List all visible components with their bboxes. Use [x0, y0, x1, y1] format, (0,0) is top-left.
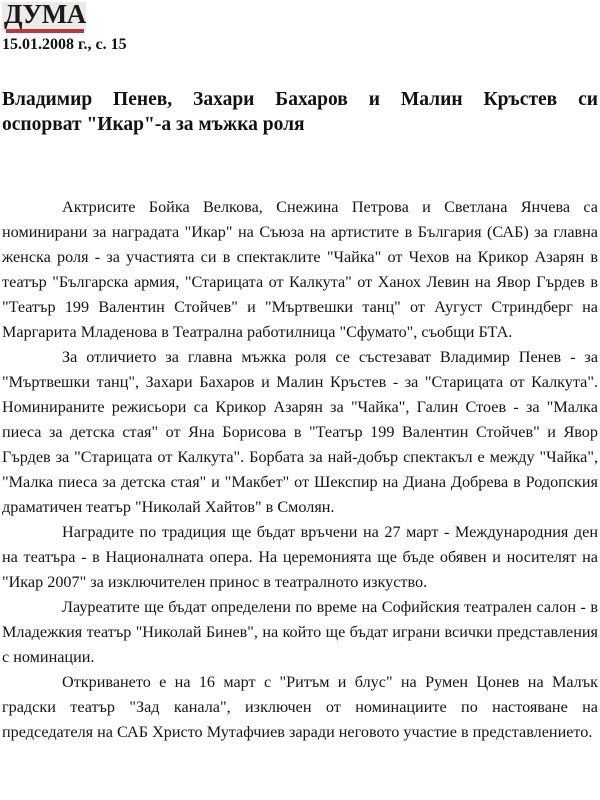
dateline: 15.01.2008 г., с. 15: [2, 36, 127, 53]
article-body: [2, 195, 598, 745]
paragraph-4: Лауреатите ще бъдат определени по време на Софийския театрален салон - в Младежкия театър "Николай Бинев", на който ще бъдат играни всички представления с номинации.: [2, 598, 598, 666]
paragraph-2: За отличието за главна мъжка роля се състезават Владимир Пенев - за "Мъртвешки танц", Захари Бахаров и Малин Кръстев - за "Старицата от Калкута". Номинираните режисьори са Крикор Азарян за "Чайка", Галин Стоев - за "Малка пиеса за детска стая" от Яна Борисова в "Театър 199 Валентин Стойчев" и Явор Гърдев за "Старицата от Калкута". Борбата за най-добър спектакъл е между "Чайка", "Малка пиеса за детска стая" и "Макбет" от Шекспир на Диана Добрева в Родопския драматичен театър "Николай Хайтов" в Смолян.: [2, 348, 598, 516]
article-headline: [2, 87, 598, 137]
logo-text: ДУМА: [4, 0, 86, 29]
paragraph-1: Актрисите Бойка Велкова, Снежина Петрова и Светлана Янчева са номинирани за наградата "Икар" на Съюза на артистите в България (САБ) за главна женска роля - за участията си в спектаклите "Чайка" от Чехов на Крикор Азарян в театър "Българска армия, "Старицата от Калкута" от Ханох Левин на Явор Гърдев в "Театър 199 Валентин Стойчев" и "Мъртвешки танц" от Аугуст Стриндберг на Маргарита Младенова в Театрална работилница "Сфумато", съобщи БТА.: [2, 198, 598, 341]
paragraph-5: Откриването е на 16 март с "Ритъм и блус" на Румен Цонев на Малък градски театър "Зад канала", изключен от номинациите по настояване на председателя на САБ Христо Мутафчиев заради неговото участие в представлението.: [2, 673, 598, 741]
paragraph-3: Наградите по традиция ще бъдат връчени на 27 март - Международния ден на театъра - в Националната опера. На церемонията ще бъде обявен и носителят на "Икар 2007" за изключителен принос в театралното изкуство.: [2, 523, 598, 591]
headline-line-2: оспорват "Икар"-а за мъжка роля: [2, 114, 305, 135]
logo-red-bar: [6, 29, 84, 33]
newspaper-logo: [2, 2, 86, 32]
headline-line-1: Владимир Пенев, Захари Бахаров и Малин Кръстев си: [2, 89, 598, 110]
